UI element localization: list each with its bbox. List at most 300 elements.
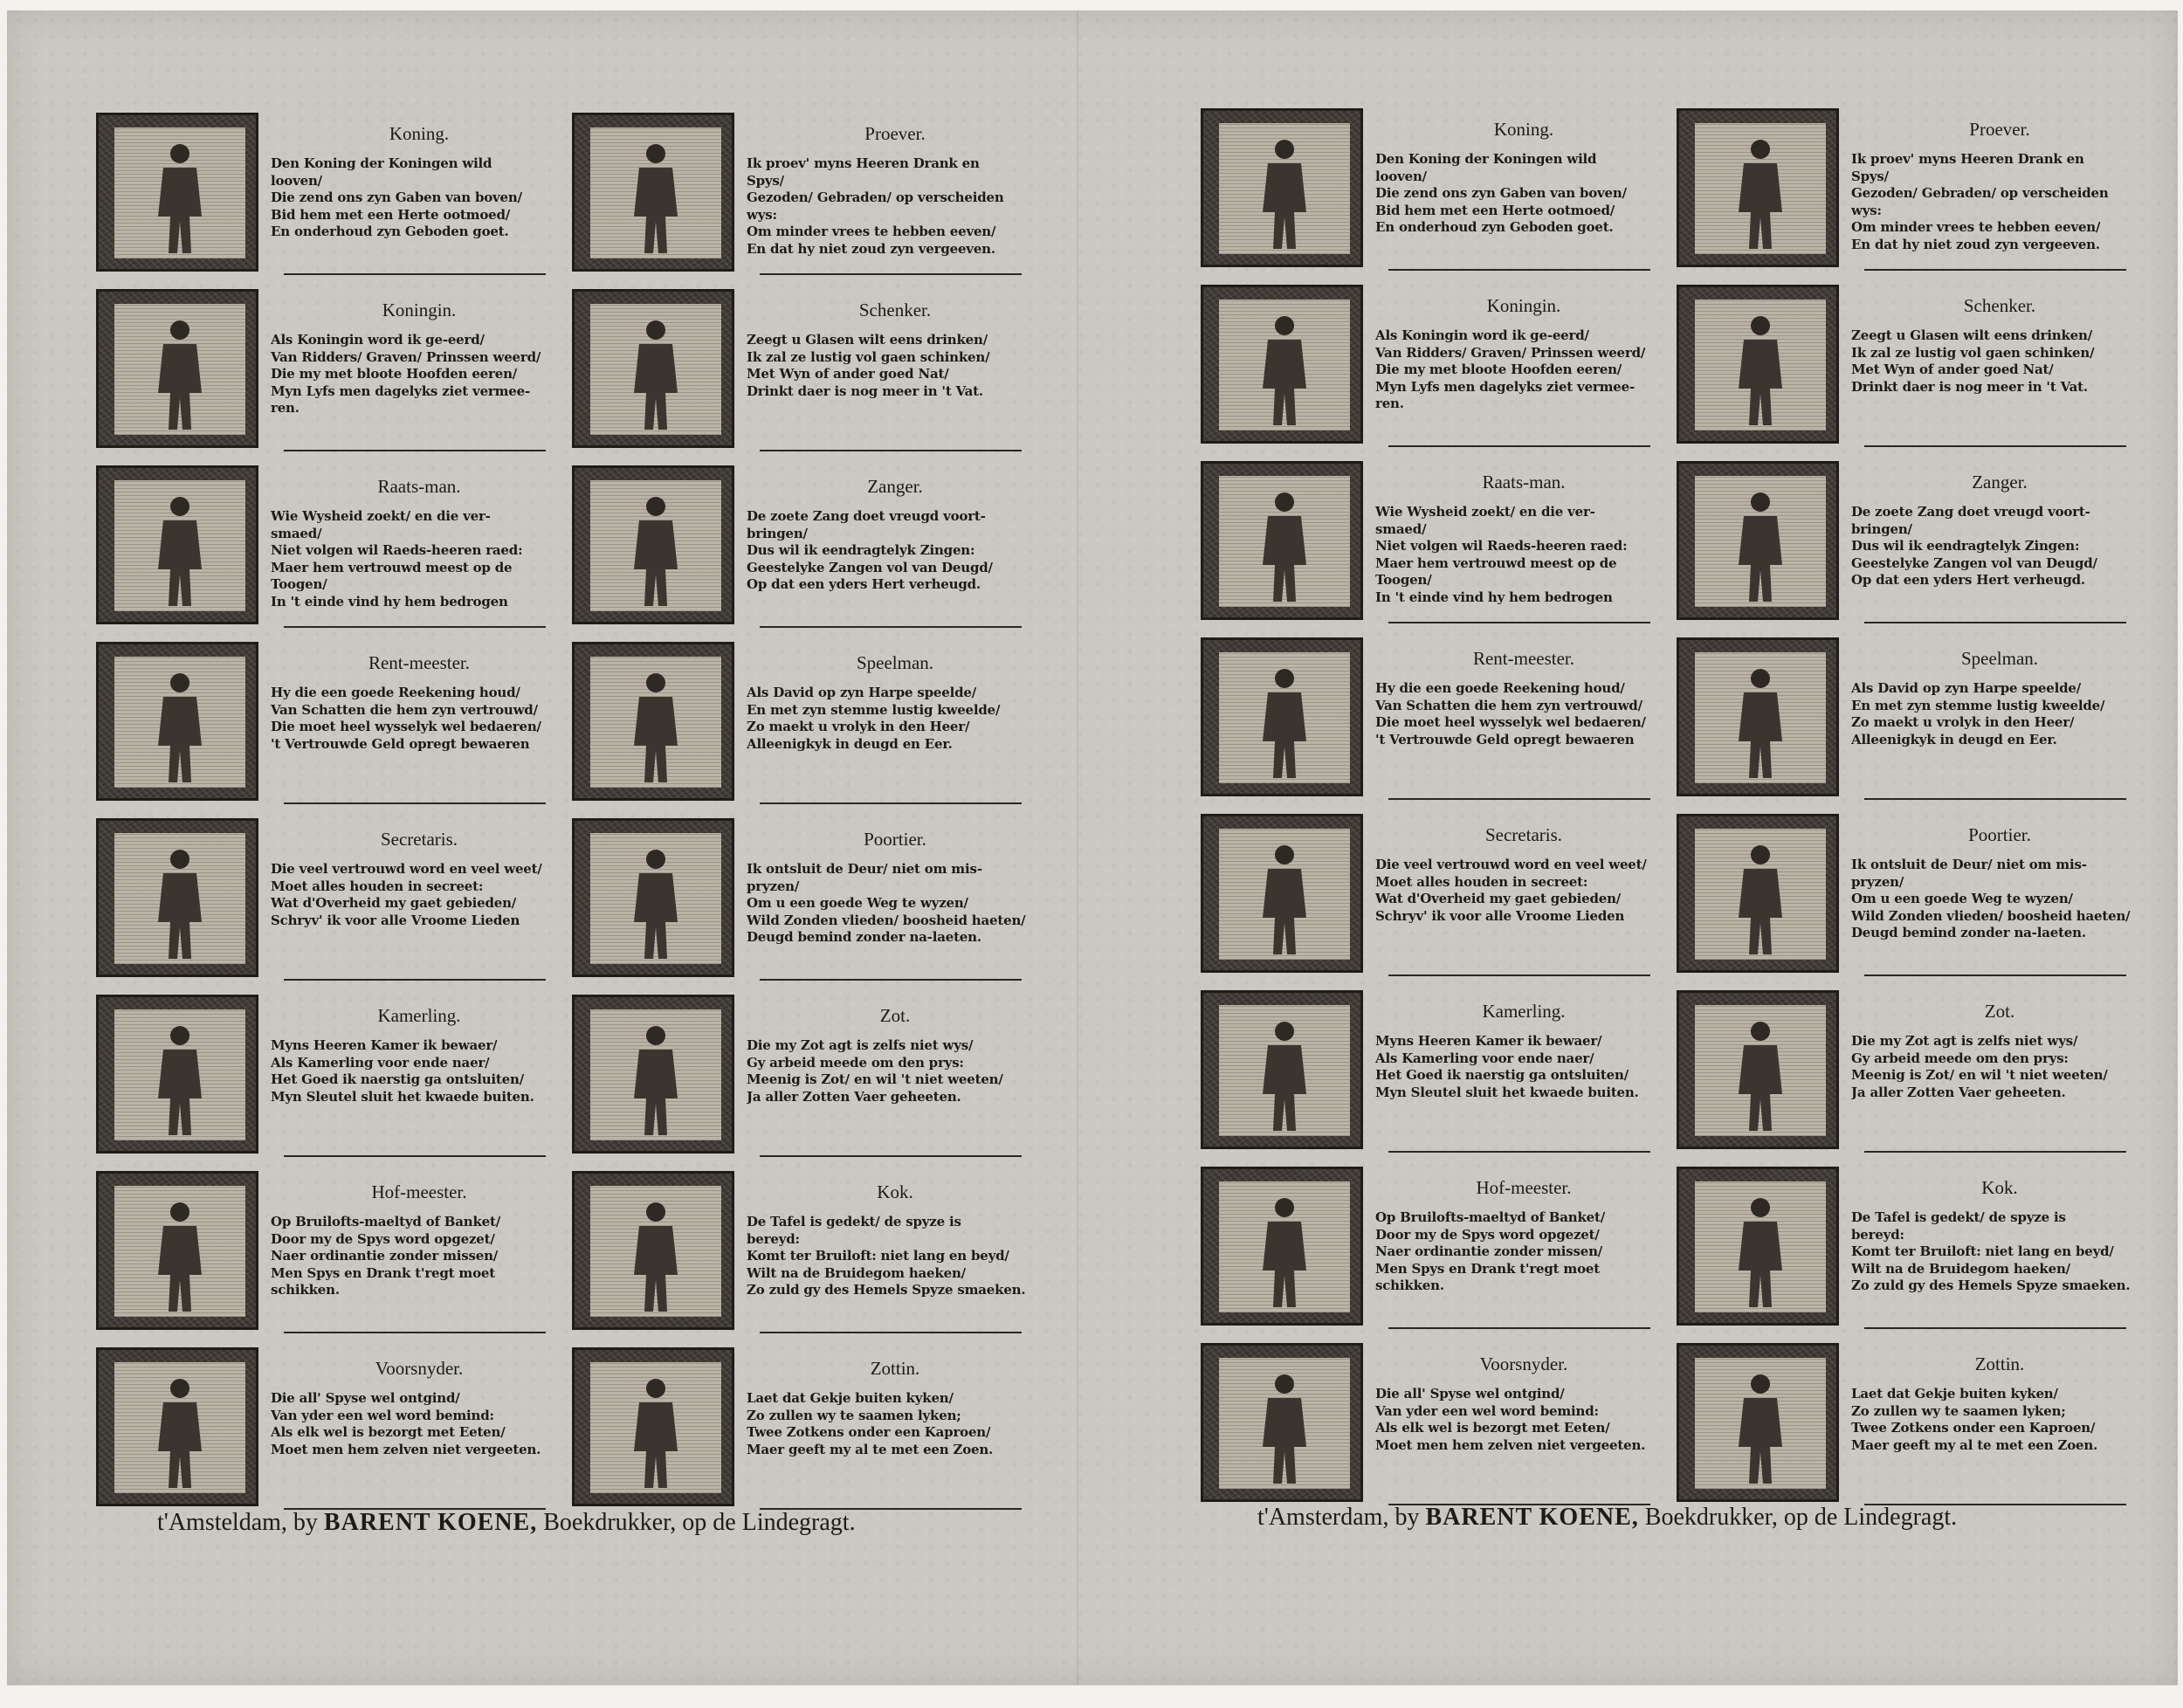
divider-rule (760, 802, 1022, 804)
verse-text (747, 508, 1043, 594)
person-figure-icon (620, 138, 692, 255)
person-figure-icon (144, 138, 216, 255)
verse-block (271, 294, 568, 417)
woodcut-entry (1192, 810, 1681, 987)
verse-line: Die my met bloote Hoofden eeren/ (271, 366, 518, 382)
verse-line: Als Koningin word ik ge-eerd/ (1375, 327, 1589, 343)
woodcut-illustration (1201, 637, 1363, 796)
verse-line: bereyd: (1851, 1226, 1904, 1243)
verse-line: Komt ter Bruiloft: niet lang en beyd/ (747, 1248, 1009, 1264)
verse-line: De Tafel is gedekt/ de spyze is (747, 1214, 961, 1229)
divider-rule (1388, 622, 1650, 623)
left-column-1 (87, 109, 576, 1520)
verse-block (747, 294, 1043, 400)
right-broadsheet (1192, 105, 2183, 1677)
entry-title: Kok. (1981, 1177, 2018, 1198)
woodcut-illustration (1677, 285, 1839, 444)
verse-line: Laet dat Gekje buiten kyken/ (1851, 1386, 2058, 1402)
divider-rule (1388, 798, 1650, 800)
verse-line: Schryv' ik voor alle Vroome Lieden (1375, 907, 1625, 924)
woodcut-scene (1695, 1181, 1826, 1312)
entry-title: Koning. (1493, 119, 1554, 140)
verse-text (1375, 1386, 1672, 1454)
verse-line: ren. (271, 400, 300, 416)
woodcut-illustration (1201, 990, 1363, 1149)
woodcut-illustration (1677, 990, 1839, 1149)
verse-block (1375, 466, 1672, 606)
verse-block (747, 823, 1043, 947)
entry-title: Raats-man. (377, 476, 461, 497)
woodcut-entry (87, 462, 576, 638)
woodcut-illustration (1677, 1167, 1839, 1326)
woodcut-illustration (1201, 814, 1363, 973)
verse-line: Van Schatten die hem zyn vertrouwd/ (271, 701, 538, 718)
divider-rule (760, 1155, 1022, 1157)
verse-line: Om u een goede Weg te wyzen/ (1851, 891, 2073, 906)
verse-line: Maer hem vertrouwd meest op de (1375, 554, 1617, 571)
verse-line: Schryv' ik voor alle Vroome Lieden (271, 912, 520, 928)
woodcut-entry (87, 286, 576, 462)
woodcut-scene (114, 1186, 245, 1317)
verse-text (1375, 680, 1672, 748)
woodcut-scene (114, 127, 245, 258)
woodcut-illustration (96, 642, 258, 801)
imprint-printer: BARENT KOENE, (323, 1509, 538, 1536)
woodcut-scene (114, 657, 245, 788)
verse-line: Als Kamerling voor ende naer/ (271, 1054, 490, 1071)
verse-line: Niet volgen wil Raeds-heeren raed: (271, 542, 523, 558)
verse-line: wys: (1851, 202, 1882, 218)
person-figure-icon (1725, 663, 1796, 780)
verse-line: In 't einde vind hy hem bedrogen (271, 593, 508, 610)
woodcut-entry (1192, 634, 1681, 810)
divider-rule (1864, 269, 2126, 271)
verse-line: Myn Lyfs men dagelyks ziet vermee- (271, 382, 531, 399)
verse-line: Die moet heel wysselyk wel bedaeren/ (1375, 714, 1646, 730)
verse-line: Myn Lyfs men dagelyks ziet vermee- (1375, 378, 1636, 395)
verse-text (747, 332, 1043, 400)
verse-line: In 't einde vind hy hem bedrogen (1375, 589, 1613, 605)
woodcut-scene (114, 480, 245, 611)
verse-line: En met zyn stemme lustig kweelde/ (747, 701, 1001, 718)
woodcut-illustration (572, 818, 734, 977)
entry-title: Poortier. (1968, 824, 2031, 845)
verse-text (1851, 1209, 2148, 1295)
woodcut-illustration (572, 289, 734, 448)
woodcut-entry (1192, 1340, 1681, 1516)
imprint-suffix: Boekdrukker, op de Lindegragt. (1644, 1504, 1958, 1531)
verse-line: schikken. (1375, 1278, 1444, 1293)
woodcut-illustration (1677, 1343, 1839, 1502)
divider-rule (284, 1155, 546, 1157)
verse-line: Ik zal ze lustig vol gaen schinken/ (747, 348, 990, 365)
woodcut-entry (563, 462, 1052, 638)
verse-line: Geestelyke Zangen vol van Deugd/ (1851, 554, 2097, 571)
verse-line: Drinkt daer is nog meer in 't Vat. (747, 382, 983, 399)
divider-rule (1388, 1327, 1650, 1329)
divider-rule (1864, 622, 2126, 623)
woodcut-entry (1192, 105, 1681, 281)
person-figure-icon (620, 491, 692, 608)
verse-line: Wild Zonden vlieden/ boosheid haeten/ (747, 912, 1026, 928)
verse-block (747, 118, 1043, 258)
verse-line: Laet dat Gekje buiten kyken/ (747, 1390, 954, 1406)
verse-line: Myns Heeren Kamer ik bewaer/ (271, 1037, 498, 1053)
verse-text (1375, 1209, 1672, 1295)
verse-line: looven/ (1375, 168, 1427, 184)
entry-title: Kamerling. (1482, 1001, 1566, 1022)
verse-text (271, 1214, 568, 1299)
woodcut-illustration (572, 113, 734, 272)
entry-title: Koningin. (1486, 295, 1561, 316)
verse-block (1851, 995, 2148, 1101)
entry-title: Schenker. (858, 300, 932, 320)
verse-line: Wat d'Overheid my gaet gebieden/ (1375, 891, 1622, 906)
verse-line: Geestelyke Zangen vol van Deugd/ (747, 559, 993, 575)
woodcut-illustration (1677, 461, 1839, 620)
verse-text (1851, 1033, 2148, 1101)
entry-title: Koningin. (382, 300, 457, 320)
verse-line: Naer ordinantie zonder missen/ (1375, 1243, 1603, 1259)
entry-title: Zanger. (1972, 472, 2028, 492)
woodcut-scene (1695, 476, 1826, 607)
verse-block (271, 1176, 568, 1299)
woodcut-illustration (1201, 285, 1363, 444)
entry-title: Speelman. (1960, 648, 2039, 669)
verse-line: smaed/ (1375, 520, 1427, 537)
woodcut-illustration (96, 465, 258, 624)
verse-line: pryzen/ (747, 878, 800, 894)
verse-line: En met zyn stemme lustig kweelde/ (1851, 697, 2105, 713)
verse-line: Die veel vertrouwd word en veel weet/ (271, 861, 542, 877)
verse-line: Gezoden/ Gebraden/ op verscheiden (747, 189, 1004, 205)
verse-line: schikken. (271, 1282, 340, 1298)
person-figure-icon (144, 491, 216, 608)
verse-line: Het Goed ik naerstig ga ontsluiten/ (1375, 1067, 1629, 1083)
entry-title: Secretaris. (380, 829, 458, 850)
woodcut-entry (1668, 105, 2157, 281)
verse-line: En dat hy niet zoud zyn vergeeven. (1851, 236, 2100, 252)
woodcut-scene (114, 1362, 245, 1493)
woodcut-scene (1695, 652, 1826, 783)
woodcut-entry (87, 1344, 576, 1520)
person-figure-icon (1249, 1016, 1320, 1133)
verse-line: Niet volgen wil Raeds-heeren raed: (1375, 538, 1628, 554)
verse-line: Als Kamerling voor ende naer/ (1375, 1050, 1594, 1066)
verse-line: Om u een goede Weg te wyzen/ (747, 895, 968, 911)
divider-rule (1388, 445, 1650, 447)
woodcut-scene (1219, 829, 1350, 960)
entry-title: Hof-meester. (371, 1181, 467, 1202)
verse-line: Op dat een yders Hert verheugd. (1851, 572, 2085, 588)
woodcut-illustration (1677, 637, 1839, 796)
person-figure-icon (1249, 1368, 1320, 1485)
person-figure-icon (1725, 310, 1796, 427)
person-figure-icon (1725, 839, 1796, 956)
entry-title: Proever. (864, 123, 926, 144)
woodcut-illustration (96, 289, 258, 448)
imprint-prefix: t'Amsteldam, by (157, 1509, 318, 1536)
verse-line: Als David op zyn Harpe speelde/ (747, 685, 977, 700)
divider-rule (1388, 1151, 1650, 1153)
imprint-right (1257, 1504, 1957, 1532)
entry-title: Rent-meester. (368, 652, 471, 673)
imprint-prefix: t'Amsterdam, by (1257, 1504, 1420, 1531)
verse-line: Alleenigkyk in deugd en Eer. (747, 735, 953, 752)
woodcut-illustration (96, 1171, 258, 1330)
verse-line: Door my de Spys word opgezet/ (1375, 1226, 1600, 1243)
verse-line: Zo zullen wy te saamen lyken; (1851, 1402, 2066, 1419)
verse-line: Drinkt daer is nog meer in 't Vat. (1851, 378, 2088, 395)
verse-text (747, 1390, 1043, 1458)
verse-line: Op Bruilofts-maeltyd of Banket/ (271, 1214, 501, 1229)
verse-block (271, 647, 568, 753)
verse-block (747, 647, 1043, 753)
verse-line: Als elk wel is bezorgt met Eeten/ (271, 1424, 506, 1440)
verse-line: Dus wil ik eendragtelyk Zingen: (747, 542, 975, 558)
entry-title: Zottin. (1974, 1353, 2025, 1374)
verse-line: Van Ridders/ Graven/ Prinssen weerd/ (1375, 344, 1646, 361)
divider-rule (760, 450, 1022, 451)
verse-text (271, 332, 568, 417)
divider-rule (284, 979, 546, 981)
woodcut-scene (590, 657, 721, 788)
person-figure-icon (144, 314, 216, 431)
woodcut-entry (1668, 1163, 2157, 1340)
woodcut-scene (590, 480, 721, 611)
divider-rule (1864, 975, 2126, 976)
divider-rule (760, 979, 1022, 981)
verse-line: 't Vertrouwde Geld opregt bewaeren (271, 735, 530, 752)
verse-line: Meenig is Zot/ en wil 't niet weeten/ (747, 1071, 1003, 1087)
woodcut-illustration (96, 113, 258, 272)
woodcut-entry (87, 638, 576, 815)
person-figure-icon (1249, 486, 1320, 603)
person-figure-icon (144, 1373, 216, 1490)
person-figure-icon (144, 667, 216, 784)
verse-line: Men Spys en Drank t'regt moet (271, 1264, 495, 1281)
entry-title: Secretaris. (1484, 824, 1563, 845)
right-column-2 (1668, 105, 2157, 1516)
woodcut-entry (1668, 458, 2157, 634)
woodcut-entry (1192, 458, 1681, 634)
verse-line: Bid hem met een Herte ootmoed/ (1375, 202, 1615, 218)
verse-line: Ik ontsluit de Deur/ niet om mis- (1851, 857, 2087, 872)
verse-line: Myn Sleutel sluit het kwaede buiten. (271, 1088, 534, 1105)
verse-line: Moet alles houden in secreet: (271, 878, 484, 894)
verse-text (271, 861, 568, 929)
verse-line: Van Ridders/ Graven/ Prinssen weerd/ (271, 348, 541, 365)
verse-line: Meenig is Zot/ en wil 't niet weeten/ (1851, 1067, 2108, 1083)
woodcut-scene (114, 304, 245, 435)
verse-line: bereyd: (747, 1230, 800, 1247)
verse-line: Moet alles houden in secreet: (1375, 873, 1588, 890)
verse-line: De zoete Zang doet vreugd voort- (747, 508, 986, 524)
verse-block (271, 1000, 568, 1105)
person-figure-icon (620, 667, 692, 784)
verse-line: Op Bruilofts-maeltyd of Banket/ (1375, 1209, 1606, 1225)
verse-line: Om minder vrees te hebben eeven/ (1851, 219, 2101, 235)
verse-line: Den Koning der Koningen wild (1375, 151, 1597, 167)
verse-line: Het Goed ik naerstig ga ontsluiten/ (271, 1071, 524, 1087)
woodcut-illustration (1201, 1167, 1363, 1326)
woodcut-entry (563, 109, 1052, 286)
woodcut-entry (563, 286, 1052, 462)
verse-line: Die all' Spyse wel ontgind/ (271, 1390, 460, 1406)
verse-line: Moet men hem zelven niet vergeeten. (271, 1441, 541, 1457)
verse-line: Ik proev' myns Heeren Drank en (1851, 151, 2084, 167)
verse-line: Ik ontsluit de Deur/ niet om mis- (747, 861, 982, 877)
verse-line: 't Vertrouwde Geld opregt bewaeren (1375, 731, 1635, 747)
woodcut-illustration (572, 1347, 734, 1506)
divider-rule (1864, 1151, 2126, 1153)
person-figure-icon (1249, 310, 1320, 427)
person-figure-icon (620, 1373, 692, 1490)
verse-block (1375, 995, 1672, 1101)
verse-line: Die my Zot agt is zelfs niet wys/ (747, 1037, 974, 1053)
verse-block (1375, 114, 1672, 237)
verse-text (747, 685, 1043, 753)
woodcut-scene (114, 1009, 245, 1140)
woodcut-entry (87, 991, 576, 1167)
verse-line: wys: (747, 206, 777, 223)
verse-line: Twee Zotkens onder een Kaproen/ (747, 1424, 991, 1440)
woodcut-entry (87, 1167, 576, 1344)
woodcut-scene (1219, 1005, 1350, 1136)
verse-block (1851, 819, 2148, 942)
verse-line: Twee Zotkens onder een Kaproen/ (1851, 1420, 2096, 1436)
verse-line: bringen/ (1851, 520, 1912, 537)
verse-text (1375, 504, 1672, 606)
verse-line: Op dat een yders Hert verheugd. (747, 576, 981, 592)
divider-rule (1864, 445, 2126, 447)
verse-line: Met Wyn of ander goed Nat/ (747, 366, 949, 382)
verse-line: ren. (1375, 396, 1404, 411)
woodcut-entry (1192, 987, 1681, 1163)
verse-line: Myns Heeren Kamer ik bewaer/ (1375, 1033, 1602, 1049)
verse-line: En onderhoud zyn Geboden goet. (271, 224, 509, 239)
verse-line: Wild Zonden vlieden/ boosheid haeten/ (1851, 907, 2131, 924)
woodcut-illustration (572, 642, 734, 801)
woodcut-scene (590, 1009, 721, 1140)
verse-text (1375, 857, 1672, 925)
woodcut-illustration (96, 1347, 258, 1506)
woodcut-entry (563, 815, 1052, 991)
entry-title: Zot. (879, 1005, 911, 1026)
woodcut-illustration (96, 818, 258, 977)
verse-line: Wilt na de Bruidegom haeken/ (747, 1264, 966, 1281)
divider-rule (760, 273, 1022, 275)
verse-block (1851, 466, 2148, 589)
verse-block (1851, 114, 2148, 253)
woodcut-scene (1695, 1358, 1826, 1489)
verse-line: Wie Wysheid zoekt/ en die ver- (1375, 504, 1595, 520)
verse-line: Zeegt u Glasen wilt eens drinken/ (1851, 327, 2092, 343)
verse-line: Hy die een goede Reekening houd/ (271, 685, 520, 700)
verse-line: Hy die een goede Reekening houd/ (1375, 680, 1625, 696)
verse-line: Ik proev' myns Heeren Drank en (747, 155, 980, 171)
verse-line: Zo maekt u vrolyk in den Heer/ (1851, 714, 2075, 730)
woodcut-scene (1219, 652, 1350, 783)
person-figure-icon (1725, 486, 1796, 603)
woodcut-illustration (96, 995, 258, 1154)
woodcut-entry (1668, 634, 2157, 810)
imprint-left (157, 1509, 856, 1537)
verse-text (1851, 1386, 2148, 1454)
verse-block (1851, 290, 2148, 396)
verse-block (1851, 1172, 2148, 1295)
verse-line: Wat d'Overheid my gaet gebieden/ (271, 895, 517, 911)
verse-line: Die zend ons zyn Gaben van boven/ (271, 189, 522, 205)
entry-title: Zanger. (867, 476, 923, 497)
verse-line: Wie Wysheid zoekt/ en die ver- (271, 508, 491, 524)
verse-line: Myn Sleutel sluit het kwaede buiten. (1375, 1084, 1639, 1100)
verse-text (747, 861, 1043, 947)
verse-text (1851, 151, 2148, 253)
divider-rule (284, 1332, 546, 1333)
verse-text (1375, 1033, 1672, 1101)
entry-title: Voorsnyder. (1479, 1353, 1568, 1374)
person-figure-icon (1725, 134, 1796, 251)
verse-line: Maer geeft my al te met een Zoen. (747, 1441, 994, 1457)
verse-text (1851, 857, 2148, 942)
verse-line: Deugd bemind zonder na-laeten. (1851, 925, 2086, 940)
verse-line: Die moet heel wysselyk wel bedaeren/ (271, 719, 541, 734)
right-column-1 (1192, 105, 1681, 1516)
woodcut-entry (1192, 1163, 1681, 1340)
verse-text (271, 685, 568, 753)
divider-rule (1388, 269, 1650, 271)
verse-line: pryzen/ (1851, 873, 1904, 890)
verse-line: De Tafel is gedekt/ de spyze is (1851, 1209, 2066, 1225)
imprint-printer: BARENT KOENE, (1425, 1504, 1639, 1531)
woodcut-scene (590, 1362, 721, 1493)
verse-line: Van yder een wel word bemind: (1375, 1402, 1599, 1419)
left-column-2 (563, 109, 1052, 1520)
verse-text (1851, 680, 2148, 748)
verse-block (1851, 1348, 2148, 1454)
verse-block (1375, 643, 1672, 748)
person-figure-icon (620, 1020, 692, 1137)
person-figure-icon (620, 314, 692, 431)
woodcut-illustration (572, 465, 734, 624)
entry-title: Rent-meester. (1472, 648, 1575, 669)
person-figure-icon (1249, 134, 1320, 251)
woodcut-scene (590, 1186, 721, 1317)
woodcut-entry (1668, 810, 2157, 987)
verse-text (747, 1214, 1043, 1299)
verse-text (1851, 504, 2148, 589)
verse-line: Wilt na de Bruidegom haeken/ (1851, 1260, 2070, 1277)
verse-line: Komt ter Bruiloft: niet lang en beyd/ (1851, 1243, 2114, 1259)
woodcut-illustration (572, 1171, 734, 1330)
verse-line: De zoete Zang doet vreugd voort- (1851, 504, 2090, 520)
woodcut-scene (1695, 300, 1826, 430)
verse-line: Als elk wel is bezorgt met Eeten/ (1375, 1420, 1610, 1436)
person-figure-icon (144, 1196, 216, 1313)
entry-title: Speelman. (856, 652, 934, 673)
verse-line: Die my met bloote Hoofden eeren/ (1375, 362, 1622, 377)
verse-line: Door my de Spys word opgezet/ (271, 1230, 495, 1247)
woodcut-entry (1192, 281, 1681, 458)
woodcut-illustration (1201, 461, 1363, 620)
verse-line: Ik zal ze lustig vol gaen schinken/ (1851, 344, 2095, 361)
verse-line: Alleenigkyk in deugd en Eer. (1851, 731, 2057, 747)
verse-block (747, 1353, 1043, 1458)
verse-block (1375, 1172, 1672, 1295)
verse-line: Ja aller Zotten Vaer geheeten. (1851, 1084, 2066, 1100)
verse-line: Spys/ (747, 172, 784, 189)
